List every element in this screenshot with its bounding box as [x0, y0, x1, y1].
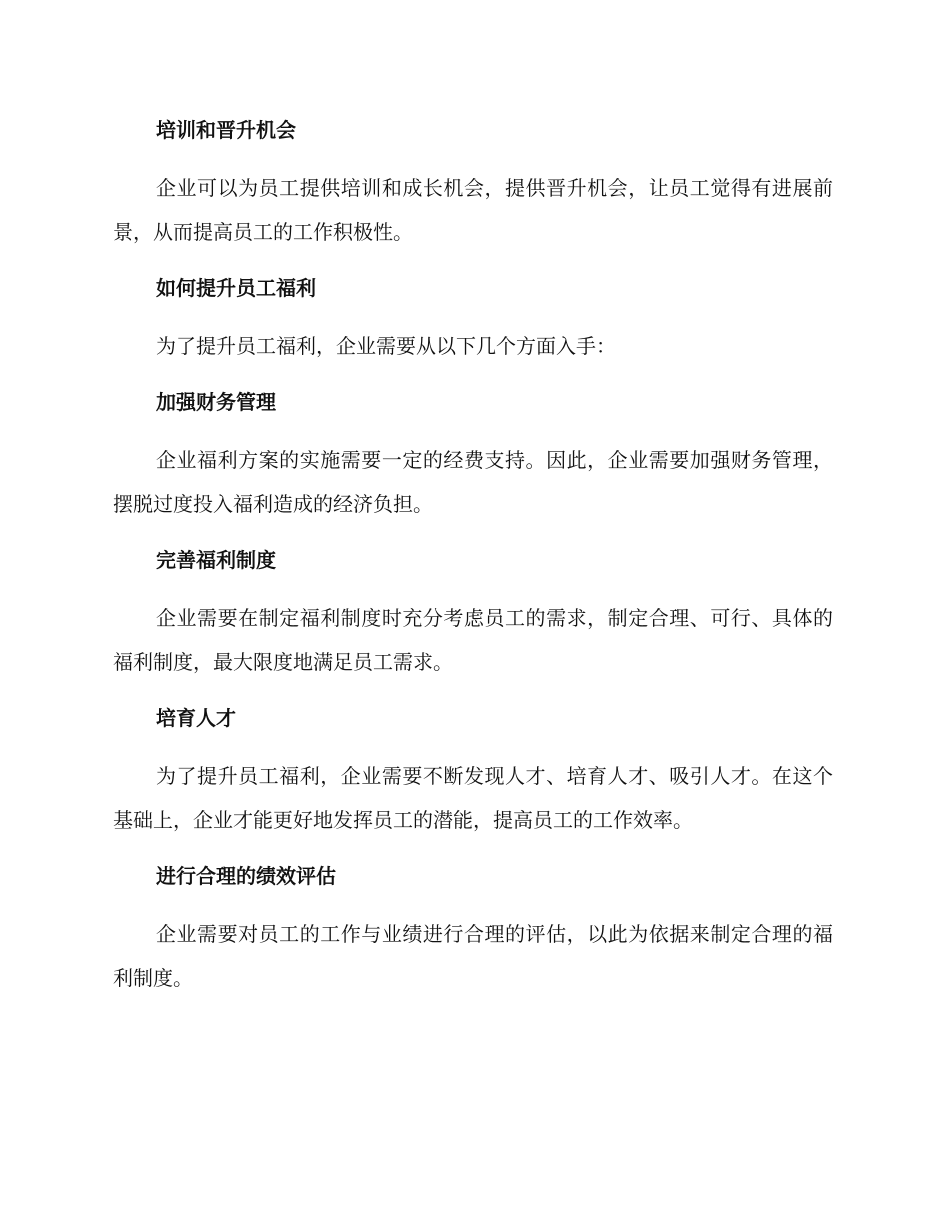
section-paragraph: 企业可以为员工提供培训和成长机会，提供晋升机会，让员工觉得有进展前景，从而提高员工的工作积极性。	[113, 176, 833, 244]
section-heading: 加强财务管理	[156, 390, 276, 414]
section-heading: 进行合理的绩效评估	[156, 864, 336, 888]
section-heading: 如何提升员工福利	[156, 276, 316, 300]
section-training-promotion	[113, 110, 833, 254]
section-benefit-system	[113, 540, 833, 684]
section-heading: 培训和晋升机会	[156, 118, 296, 142]
section-paragraph: 企业福利方案的实施需要一定的经费支持。因此，企业需要加强财务管理，摆脱过度投入福利造成的经济负担。	[113, 448, 833, 516]
section-paragraph: 企业需要在制定福利制度时充分考虑员工的需求，制定合理、可行、具体的福利制度，最大限度地满足员工需求。	[113, 606, 833, 674]
document-body	[113, 110, 833, 1014]
section-performance-evaluation	[113, 856, 833, 1000]
section-financial-management	[113, 382, 833, 526]
section-paragraph: 为了提升员工福利，企业需要从以下几个方面入手：	[156, 334, 616, 358]
section-paragraph: 企业需要对员工的工作与业绩进行合理的评估，以此为依据来制定合理的福利制度。	[113, 922, 833, 990]
section-paragraph: 为了提升员工福利，企业需要不断发现人才、培育人才、吸引人才。在这个基础上，企业才能更好地发挥员工的潜能，提高员工的工作效率。	[113, 764, 833, 832]
section-heading: 培育人才	[156, 706, 236, 730]
section-heading: 完善福利制度	[156, 548, 276, 572]
section-how-to-improve-benefits	[113, 268, 833, 368]
section-talent-cultivation	[113, 698, 833, 842]
